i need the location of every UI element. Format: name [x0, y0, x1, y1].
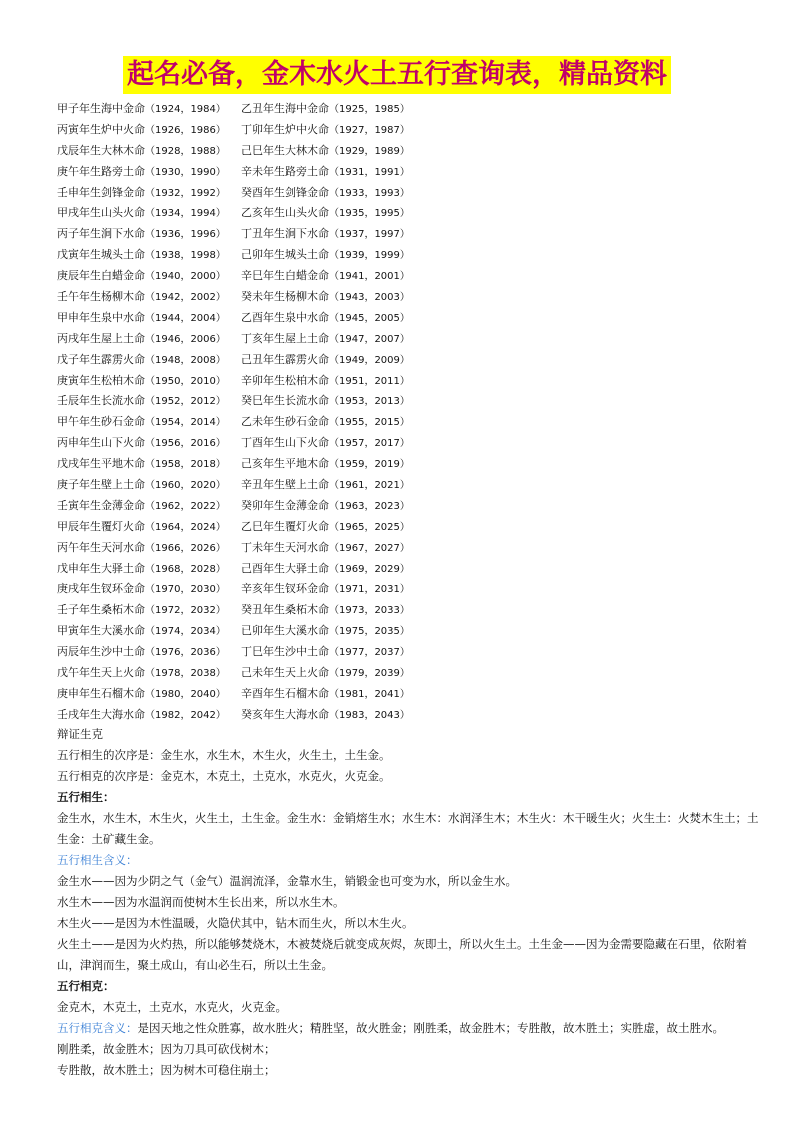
- right-entry: 癸亥年生大海水命: [241, 707, 329, 721]
- left-cell: [57, 120, 241, 142]
- right-cell: [241, 203, 410, 225]
- right-years: （1931，1991）: [329, 166, 410, 178]
- right-years: （1947，2007）: [329, 333, 410, 345]
- right-entry: 丁丑年生涧下水命: [241, 227, 329, 241]
- right-cell: [241, 475, 410, 497]
- left-years: （1946，2006）: [145, 333, 226, 345]
- left-entry: 丙申年生山下火命: [57, 436, 145, 450]
- gang-sheng-rou-line: 刚胜柔，故金胜木；因为刀具可砍伐树木；: [57, 1042, 276, 1056]
- sheng-meaning-heading: 五行相生含义：: [57, 853, 138, 867]
- table-row: [57, 684, 410, 705]
- left-years: （1936，1996）: [145, 229, 226, 241]
- ke-heading: 五行相克：: [57, 979, 115, 993]
- left-cell: [57, 517, 241, 539]
- right-cell: [241, 412, 410, 434]
- body-text: [57, 724, 769, 1081]
- right-cell: [241, 371, 410, 393]
- left-years: （1964，2024）: [145, 521, 226, 533]
- right-years: （1951，2011）: [329, 375, 410, 387]
- right-entry: 乙巳年生覆灯火命: [241, 519, 329, 533]
- right-entry: 癸卯年生金薄金命: [241, 498, 329, 512]
- left-years: （1926，1986）: [145, 124, 226, 136]
- table-row: [57, 162, 410, 183]
- table-row: [57, 287, 410, 308]
- right-years: （1971，2031）: [329, 584, 410, 596]
- table-row: [57, 621, 410, 642]
- table-row: [57, 329, 410, 350]
- left-entry: 甲寅年生大溪水命: [57, 624, 145, 638]
- left-entry: 戊辰年生大林木命: [57, 143, 145, 157]
- right-cell: [241, 684, 410, 706]
- left-cell: [57, 496, 241, 518]
- right-cell: [241, 579, 410, 601]
- right-cell: [241, 496, 410, 518]
- left-cell: [57, 141, 241, 163]
- right-entry: 辛卯年生松柏木命: [241, 373, 329, 387]
- left-entry: 戊寅年生城头土命: [57, 248, 145, 262]
- left-cell: [57, 203, 241, 225]
- left-cell: [57, 162, 241, 184]
- right-entry: 辛丑年生壁上土命: [241, 478, 329, 492]
- left-entry: 壬子年生桑柘木命: [57, 603, 145, 617]
- right-cell: [241, 538, 410, 560]
- right-years: （1967，2027）: [329, 542, 410, 554]
- right-entry: 丁未年生天河水命: [241, 540, 329, 554]
- sheng-order-line: 五行相生的次序是：金生水，水生木，木生火，火生土，土生金。: [57, 748, 391, 762]
- left-cell: [57, 371, 241, 393]
- right-cell: [241, 99, 410, 121]
- left-entry: 戊子年生霹雳火命: [57, 352, 145, 366]
- table-row: [57, 559, 410, 580]
- right-years: （1949，2009）: [329, 354, 410, 366]
- right-entry: 己卯年生城头土命: [241, 248, 329, 262]
- left-years: （1942，2002）: [145, 292, 226, 304]
- left-entry: 庚子年生壁上土命: [57, 478, 145, 492]
- right-entry: 辛亥年生钗环金命: [241, 582, 329, 596]
- right-years: （1977，2037）: [329, 647, 410, 659]
- left-entry: 甲戌年生山头火命: [57, 206, 145, 220]
- right-years: （1975，2035）: [329, 626, 410, 638]
- right-cell: [241, 120, 410, 142]
- left-years: （1980，2040）: [145, 688, 226, 700]
- table-row: [57, 308, 410, 329]
- left-years: （1938，1998）: [145, 250, 226, 262]
- left-years: （1978，2038）: [145, 668, 226, 680]
- page-title: 起名必备，金木水火土五行查询表，精品资料: [123, 56, 671, 94]
- ke-meaning-line: [57, 1018, 769, 1039]
- left-entry: 甲辰年生覆灯火命: [57, 519, 145, 533]
- right-cell: [241, 391, 410, 413]
- right-entry: 癸酉年生剑锋金命: [241, 185, 329, 199]
- right-years: （1925，1985）: [329, 104, 410, 115]
- table-row: [57, 183, 410, 204]
- right-years: （1943，2003）: [329, 292, 410, 304]
- table-row: [57, 454, 410, 475]
- left-years: （1966，2026）: [145, 542, 226, 554]
- right-entry: 己亥年生平地木命: [241, 457, 329, 471]
- left-cell: [57, 642, 241, 664]
- left-years: （1972，2032）: [145, 605, 226, 617]
- left-years: （1934，1994）: [145, 208, 226, 220]
- right-years: （1969，2029）: [329, 563, 410, 575]
- right-cell: [241, 329, 410, 351]
- left-entry: 壬辰年生长流水命: [57, 394, 145, 408]
- right-entry: 己酉年生大驿土命: [241, 561, 329, 575]
- left-years: （1924，1984）: [145, 104, 226, 115]
- table-row: [57, 433, 410, 454]
- right-cell: [241, 183, 410, 205]
- left-cell: [57, 579, 241, 601]
- left-years: （1974，2034）: [145, 626, 226, 638]
- table-row: [57, 141, 410, 162]
- right-entry: 己巳年生大林木命: [241, 143, 329, 157]
- left-cell: [57, 266, 241, 288]
- left-cell: [57, 350, 241, 372]
- left-cell: [57, 391, 241, 413]
- right-years: （1965，2025）: [329, 521, 410, 533]
- right-entry: 乙未年生砂石金命: [241, 415, 329, 429]
- left-cell: [57, 224, 241, 246]
- table-row: [57, 99, 410, 120]
- left-cell: [57, 412, 241, 434]
- left-entry: 庚申年生石榴木命: [57, 686, 145, 700]
- left-years: （1954，2014）: [145, 417, 226, 429]
- right-cell: [241, 663, 410, 685]
- right-years: （1961，2021）: [329, 480, 410, 492]
- right-entry: 已卯年生大溪水命: [241, 624, 329, 638]
- right-years: （1935，1995）: [329, 208, 410, 220]
- ke-text: 金克木，木克土，土克水，水克火，火克金。: [57, 1000, 287, 1014]
- right-cell: [241, 350, 410, 372]
- right-cell: [241, 642, 410, 664]
- right-cell: [241, 454, 410, 476]
- left-entry: 壬午年生杨柳木命: [57, 290, 145, 304]
- table-row: [57, 663, 410, 684]
- table-row: [57, 517, 410, 538]
- table-row: [57, 705, 410, 726]
- left-years: （1950，2010）: [145, 375, 226, 387]
- table-row: [57, 120, 410, 141]
- right-entry: 己未年生天上火命: [241, 666, 329, 680]
- table-row: [57, 475, 410, 496]
- right-years: （1955，2015）: [329, 417, 410, 429]
- left-cell: [57, 621, 241, 643]
- right-years: （1957，2017）: [329, 438, 410, 450]
- right-cell: [241, 162, 410, 184]
- table-row: [57, 642, 410, 663]
- right-cell: [241, 224, 410, 246]
- left-years: （1982，2042）: [145, 709, 226, 721]
- right-years: （1981，2041）: [329, 688, 410, 700]
- right-entry: 乙丑年生海中金命: [241, 102, 329, 115]
- left-cell: [57, 663, 241, 685]
- left-entry: 甲申年生泉中水命: [57, 310, 145, 324]
- right-entry: 辛巳年生白蜡金命: [241, 269, 329, 283]
- sheng-text: 金生水，水生木，木生火，火生土，土生金。金生水：金销熔生水；水生木：水润泽生木；木生火：木干暖生火；火生土：火焚木生土；土生金：土矿藏生金。: [57, 811, 759, 846]
- left-years: （1962，2022）: [145, 500, 226, 512]
- left-years: （1958，2018）: [145, 459, 226, 471]
- left-entry: 庚戌年生钗环金命: [57, 582, 145, 596]
- right-entry: 乙酉年生泉中水命: [241, 310, 329, 324]
- table-row: [57, 579, 410, 600]
- right-entry: 癸未年生杨柳木命: [241, 290, 329, 304]
- table-row: [57, 412, 410, 433]
- left-cell: [57, 454, 241, 476]
- right-cell: [241, 600, 410, 622]
- title-wrap: [0, 56, 794, 94]
- zhuan-sheng-san-line: 专胜散，故木胜土；因为树木可稳住崩土；: [57, 1063, 276, 1077]
- left-cell: [57, 287, 241, 309]
- table-row: [57, 496, 410, 517]
- right-years: （1939，1999）: [329, 250, 410, 262]
- left-entry: 庚辰年生白蜡金命: [57, 269, 145, 283]
- left-cell: [57, 183, 241, 205]
- left-years: （1930，1990）: [145, 166, 226, 178]
- left-cell: [57, 684, 241, 706]
- right-years: （1941，2001）: [329, 271, 410, 283]
- right-entry: 癸丑年生桑柘木命: [241, 603, 329, 617]
- table-row: [57, 266, 410, 287]
- right-years: （1927，1987）: [329, 124, 410, 136]
- left-years: （1952，2012）: [145, 396, 226, 408]
- right-years: （1933，1993）: [329, 187, 410, 199]
- left-years: （1948，2008）: [145, 354, 226, 366]
- mu-sheng-huo-line: 木生火——是因为木性温暖，火隐伏其中，钻木而生火，所以木生火。: [57, 916, 414, 930]
- left-entry: 丙午年生天河水命: [57, 540, 145, 554]
- left-entry: 庚午年生路旁土命: [57, 164, 145, 178]
- right-entry: 丁亥年生屋上土命: [241, 331, 329, 345]
- table-row: [57, 538, 410, 559]
- left-entry: 壬寅年生金薄金命: [57, 498, 145, 512]
- right-cell: [241, 266, 410, 288]
- right-cell: [241, 308, 410, 330]
- left-years: （1956，2016）: [145, 438, 226, 450]
- left-years: （1968，2028）: [145, 563, 226, 575]
- section-heading-bianzheng: 辩证生克: [57, 727, 103, 741]
- right-entry: 己丑年生霹雳火命: [241, 352, 329, 366]
- left-years: （1932，1992）: [145, 187, 226, 199]
- right-entry: 乙亥年生山头火命: [241, 206, 329, 220]
- left-cell: [57, 433, 241, 455]
- left-entry: 丙子年生涧下水命: [57, 227, 145, 241]
- ke-meaning-heading: 五行相克含义：: [57, 1021, 138, 1035]
- right-entry: 丁卯年生炉中火命: [241, 122, 329, 136]
- ke-order-line: 五行相克的次序是：金克木，木克土，土克水，水克火，火克金。: [57, 769, 391, 783]
- right-cell: [241, 141, 410, 163]
- left-years: （1976，2036）: [145, 647, 226, 659]
- right-cell: [241, 433, 410, 455]
- right-cell: [241, 517, 410, 539]
- left-cell: [57, 475, 241, 497]
- right-entry: 癸巳年生长流水命: [241, 394, 329, 408]
- table-row: [57, 350, 410, 371]
- left-entry: 戊戌年生平地木命: [57, 457, 145, 471]
- right-years: （1929，1989）: [329, 145, 410, 157]
- left-entry: 丙寅年生炉中火命: [57, 122, 145, 136]
- table-row: [57, 371, 410, 392]
- right-years: （1979，2039）: [329, 668, 410, 680]
- shui-sheng-mu-line: 水生木——因为水温润而使树木生长出来，所以水生木。: [57, 895, 345, 909]
- right-entry: 辛酉年生石榴木命: [241, 686, 329, 700]
- wuxing-table: [57, 99, 410, 726]
- left-cell: [57, 600, 241, 622]
- right-cell: [241, 559, 410, 581]
- huo-sheng-tu-paragraph: 火生土——是因为火灼热，所以能够焚烧木，木被焚烧后就变成灰烬，灰即土，所以火生土。土生金——因为金需要隐藏在石里，依附着山，津润而生，聚土成山，有山必生石，所以土生金。: [57, 937, 747, 972]
- left-entry: 甲子年生海中金命: [57, 102, 145, 115]
- right-entry: 丁酉年生山下火命: [241, 436, 329, 450]
- left-entry: 甲午年生砂石金命: [57, 415, 145, 429]
- left-entry: 戊午年生天上火命: [57, 666, 145, 680]
- right-years: （1953，2013）: [329, 396, 410, 408]
- table-row: [57, 391, 410, 412]
- left-entry: 壬申年生剑锋金命: [57, 185, 145, 199]
- left-years: （1940，2000）: [145, 271, 226, 283]
- right-years: （1937，1997）: [329, 229, 410, 241]
- right-cell: [241, 287, 410, 309]
- left-years: （1944，2004）: [145, 312, 226, 324]
- left-years: （1960，2020）: [145, 480, 226, 492]
- jin-sheng-shui-line: 金生水——因为少阴之气（金气）温润流泽，金靠水生，销锻金也可变为水，所以金生水。: [57, 874, 517, 888]
- right-years: （1963，2023）: [329, 500, 410, 512]
- table-row: [57, 224, 410, 245]
- table-row: [57, 203, 410, 224]
- left-years: （1928，1988）: [145, 145, 226, 157]
- table-row: [57, 245, 410, 266]
- right-entry: 辛未年生路旁土命: [241, 164, 329, 178]
- table-row: [57, 600, 410, 621]
- left-cell: [57, 329, 241, 351]
- right-entry: 丁巳年生沙中土命: [241, 645, 329, 659]
- left-entry: 戊申年生大驿土命: [57, 561, 145, 575]
- right-cell: [241, 621, 410, 643]
- sheng-heading: 五行相生：: [57, 790, 115, 804]
- left-entry: 丙辰年生沙中土命: [57, 645, 145, 659]
- left-entry: 壬戌年生大海水命: [57, 707, 145, 721]
- ke-meaning-text: 是因天地之性众胜寡，故水胜火；精胜坚，故火胜金；刚胜柔，故金胜木；专胜散，故木胜土；实胜虚，故土胜水。: [137, 1021, 724, 1035]
- left-cell: [57, 559, 241, 581]
- right-cell: [241, 245, 410, 267]
- left-cell: [57, 538, 241, 560]
- right-years: （1959，2019）: [329, 459, 410, 471]
- left-cell: [57, 308, 241, 330]
- right-years: （1973，2033）: [329, 605, 410, 617]
- left-cell: [57, 99, 241, 121]
- right-years: （1945，2005）: [329, 312, 410, 324]
- left-cell: [57, 245, 241, 267]
- left-years: （1970，2030）: [145, 584, 226, 596]
- left-entry: 丙戌年生屋上土命: [57, 331, 145, 345]
- right-years: （1983，2043）: [329, 709, 410, 721]
- left-entry: 庚寅年生松柏木命: [57, 373, 145, 387]
